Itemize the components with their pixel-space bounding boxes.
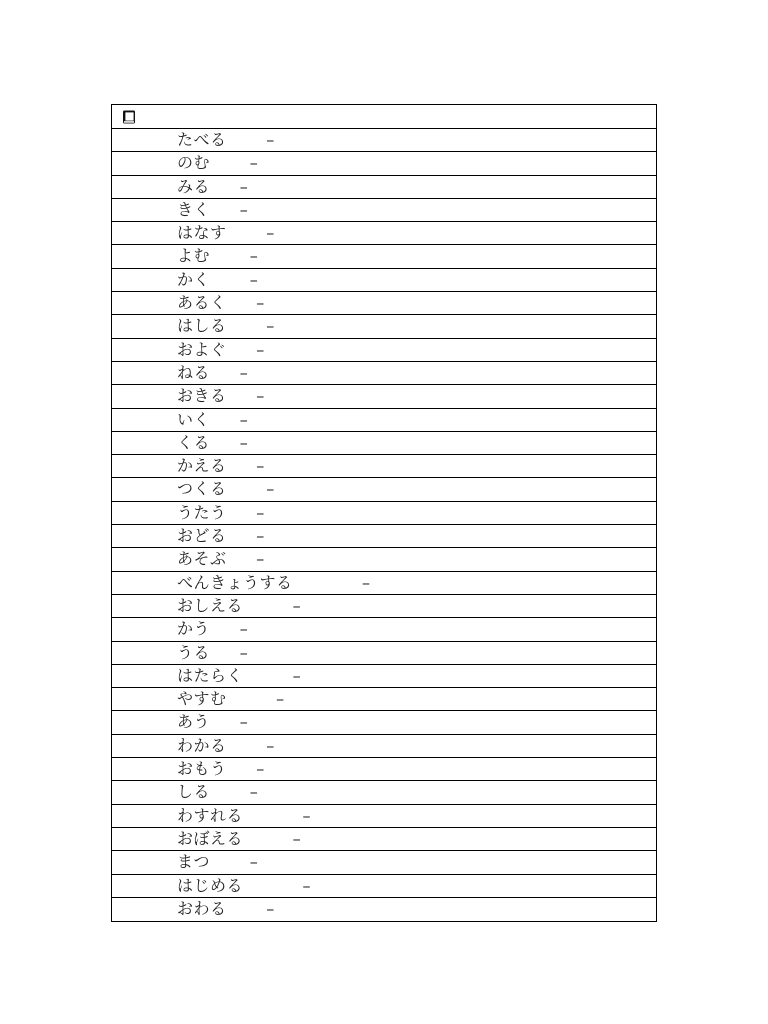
- verb-row: [112, 269, 656, 292]
- verb-row: [112, 851, 656, 874]
- verb-text: [177, 526, 265, 546]
- verb-word: おぼえる: [177, 828, 244, 848]
- verb-word: わすれる: [177, 805, 244, 825]
- verb-text: [177, 806, 311, 826]
- verb-dash: –: [249, 852, 259, 872]
- verb-word: かく: [177, 269, 211, 289]
- verb-text: [177, 549, 265, 569]
- verb-row: [112, 758, 656, 781]
- verb-word: おどる: [177, 526, 227, 546]
- verb-word: よむ: [177, 246, 211, 266]
- verb-word: きく: [177, 199, 211, 219]
- verb-text: [177, 643, 248, 663]
- verb-word: おわる: [177, 898, 227, 918]
- verb-row: [112, 642, 656, 665]
- verb-row: [112, 875, 656, 898]
- verb-dash: –: [249, 782, 259, 802]
- verb-row: [112, 409, 656, 432]
- verb-text: [177, 153, 258, 173]
- verb-row: [112, 781, 656, 804]
- verb-dash: –: [266, 735, 275, 755]
- verb-row: [112, 455, 656, 478]
- verb-text: [177, 596, 301, 616]
- verb-word: はたらく: [177, 665, 244, 685]
- verb-row: [112, 362, 656, 385]
- verb-text: [177, 340, 265, 360]
- verb-dash: –: [292, 828, 302, 848]
- verb-dash: –: [256, 526, 265, 546]
- verb-row: [112, 828, 656, 851]
- verb-row: [112, 199, 656, 222]
- verb-dash: –: [266, 223, 275, 243]
- verb-word: かう: [177, 619, 211, 639]
- verb-dash: –: [256, 759, 265, 779]
- verb-text: [177, 293, 265, 313]
- verb-text: [177, 899, 275, 919]
- verb-text: [177, 829, 301, 849]
- verb-text: [177, 316, 275, 336]
- verb-dash: –: [266, 479, 275, 499]
- verb-text: [177, 479, 275, 499]
- verb-dash: –: [266, 130, 275, 149]
- verb-dash: –: [256, 386, 265, 406]
- verb-row: [112, 688, 656, 711]
- verb-text: [177, 410, 248, 430]
- verb-row: [112, 432, 656, 455]
- verb-word: おもう: [177, 759, 227, 779]
- verb-row: [112, 595, 656, 618]
- verb-row: [112, 478, 656, 501]
- verb-dash: –: [256, 502, 265, 522]
- verb-text: [177, 270, 258, 290]
- verb-word: うる: [177, 642, 211, 662]
- verb-dash: –: [239, 619, 249, 639]
- verb-dash: –: [292, 665, 302, 685]
- verb-word: みる: [177, 176, 211, 196]
- verb-text: [177, 782, 258, 802]
- verb-dash: –: [302, 875, 312, 895]
- verb-dash: –: [302, 805, 312, 825]
- verb-row: [112, 292, 656, 315]
- verb-word: わかる: [177, 735, 227, 755]
- verb-row: [112, 618, 656, 641]
- verb-word: うたう: [177, 502, 227, 522]
- verb-row: [112, 222, 656, 245]
- verb-dash: –: [239, 362, 249, 382]
- verb-row: [112, 176, 656, 199]
- verb-text: [177, 619, 248, 639]
- verb-text: [177, 433, 248, 453]
- verb-row: [112, 735, 656, 758]
- verb-word: つくる: [177, 479, 227, 499]
- verb-text: [177, 456, 265, 476]
- verb-row: [112, 315, 656, 338]
- verb-dash: –: [256, 549, 265, 569]
- verb-dash: –: [292, 595, 302, 615]
- verb-row: [112, 665, 656, 688]
- verb-row: [112, 245, 656, 268]
- verb-text: [177, 689, 285, 709]
- verb-dash: –: [266, 898, 275, 918]
- verb-row: [112, 385, 656, 408]
- verb-row: [112, 548, 656, 571]
- verb-text: [177, 246, 258, 266]
- verb-word: くる: [177, 432, 211, 452]
- verb-word: はじめる: [177, 875, 244, 895]
- verb-text: [177, 712, 248, 732]
- verb-word: おきる: [177, 386, 227, 406]
- verb-list: [112, 129, 656, 921]
- verb-word: おしえる: [177, 595, 244, 615]
- verb-text: [177, 759, 265, 779]
- verb-word: のむ: [177, 153, 211, 173]
- verb-word: しる: [177, 782, 211, 802]
- verb-text: [177, 666, 301, 686]
- verb-word: あそぶ: [177, 549, 227, 569]
- verb-dash: –: [239, 642, 249, 662]
- verb-row: [112, 711, 656, 734]
- verb-text: [177, 503, 265, 523]
- verb-text: [177, 736, 275, 756]
- verb-word: まつ: [177, 852, 211, 872]
- verb-dash: –: [256, 456, 265, 476]
- verb-word: やすむ: [177, 689, 227, 709]
- verb-word: いく: [177, 409, 211, 429]
- verb-dash: –: [256, 339, 265, 359]
- verb-dash: –: [239, 199, 249, 219]
- verb-word: べんきょうする: [177, 572, 293, 592]
- header-row: [112, 105, 656, 129]
- verb-dash: –: [239, 432, 249, 452]
- verb-text: [177, 130, 275, 150]
- vocabulary-sheet: [111, 104, 657, 922]
- verb-text: [177, 852, 258, 872]
- book-icon: [121, 109, 137, 125]
- verb-row: [112, 898, 656, 921]
- verb-row: [112, 525, 656, 548]
- verb-text: [177, 573, 370, 593]
- verb-text: [177, 363, 248, 383]
- verb-dash: –: [249, 153, 259, 173]
- verb-dash: –: [249, 246, 259, 266]
- verb-word: およぐ: [177, 339, 227, 359]
- verb-dash: –: [239, 176, 249, 196]
- verb-dash: –: [266, 316, 275, 336]
- verb-dash: –: [239, 409, 249, 429]
- verb-row: [112, 805, 656, 828]
- verb-word: たべる: [177, 130, 227, 149]
- verb-dash: –: [361, 572, 371, 592]
- verb-word: はしる: [177, 316, 227, 336]
- verb-text: [177, 200, 248, 220]
- verb-word: かえる: [177, 456, 227, 476]
- verb-text: [177, 223, 275, 243]
- verb-row: [112, 129, 656, 152]
- verb-word: はなす: [177, 223, 227, 243]
- verb-row: [112, 572, 656, 595]
- verb-word: あるく: [177, 293, 227, 313]
- verb-text: [177, 386, 265, 406]
- verb-text: [177, 177, 248, 197]
- verb-dash: –: [239, 712, 249, 732]
- verb-dash: –: [276, 689, 285, 709]
- verb-dash: –: [256, 293, 265, 313]
- verb-word: ねる: [177, 362, 211, 382]
- verb-row: [112, 502, 656, 525]
- verb-dash: –: [249, 269, 259, 289]
- verb-text: [177, 876, 311, 896]
- verb-row: [112, 152, 656, 175]
- verb-row: [112, 339, 656, 362]
- verb-word: あう: [177, 712, 211, 732]
